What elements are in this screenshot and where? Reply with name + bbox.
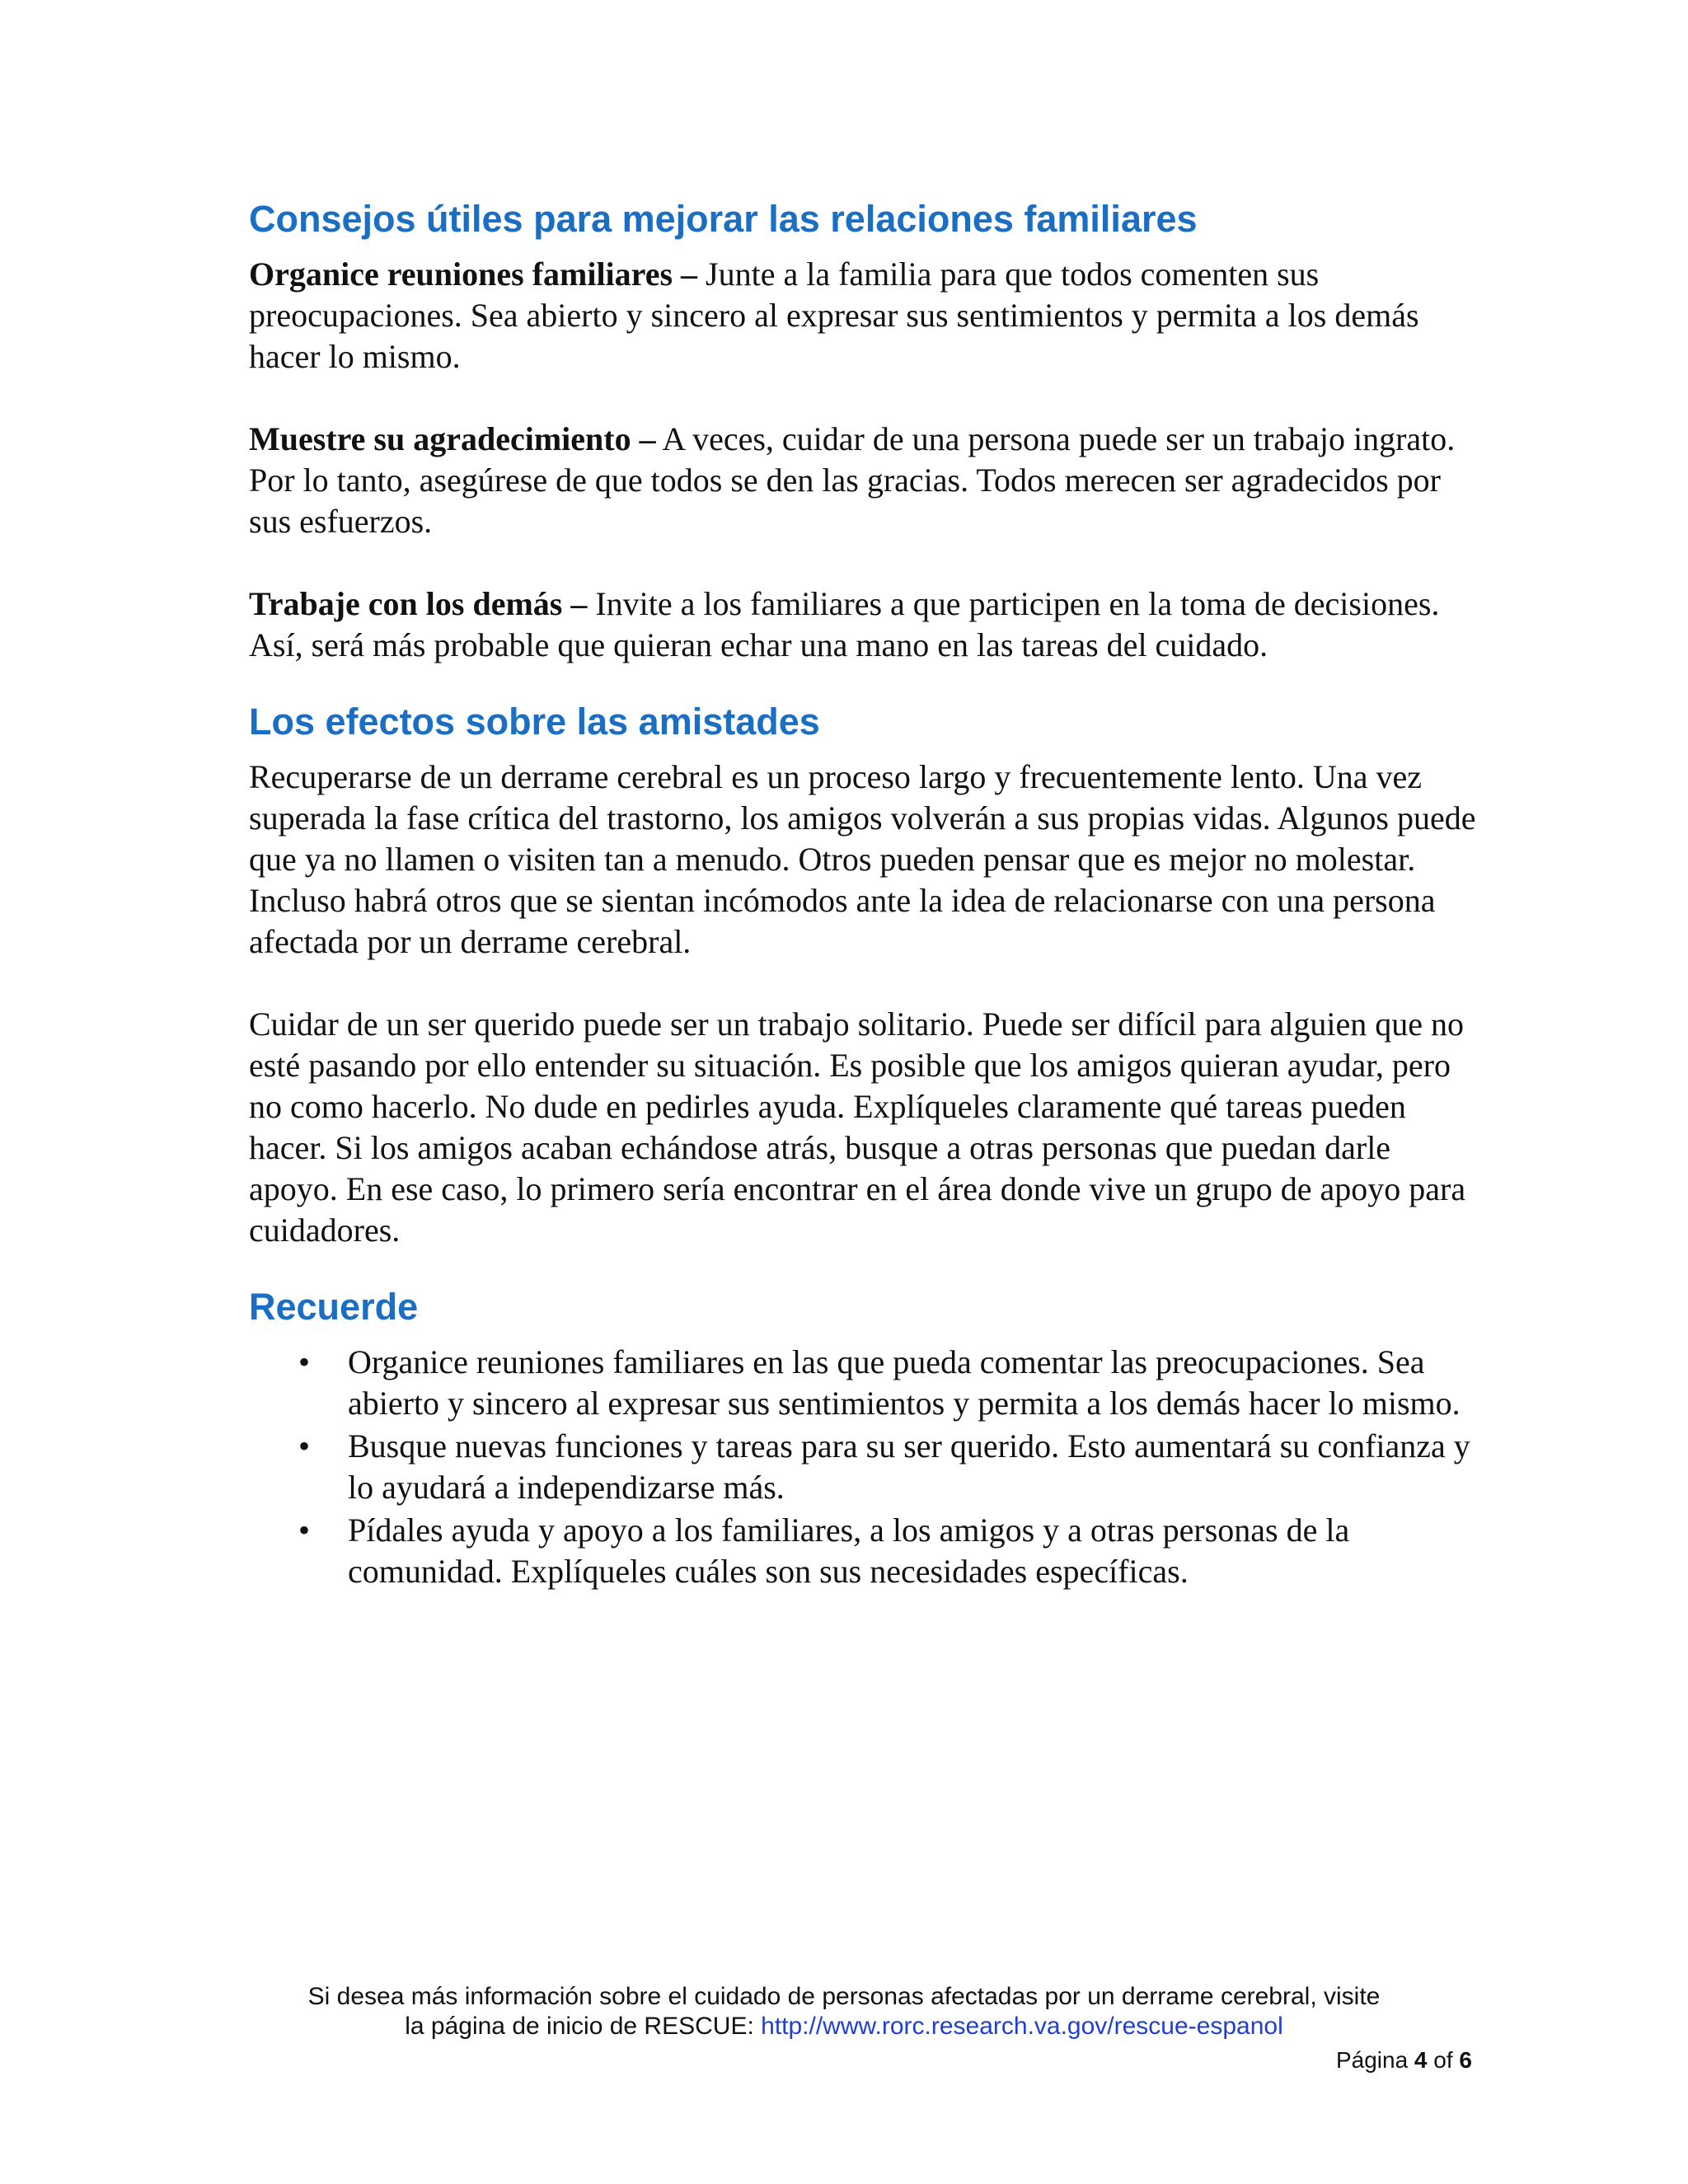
footer-line-2-text: la página de inicio de RESCUE: [405, 2013, 762, 2040]
tip-text: Junte a la familia para que todos comenten sus preocupaciones. Sea abierto y sincero al expresar sus sentimientos y permita a los demás hacer lo mismo. [249, 255, 1419, 375]
page-footer [0, 1982, 1688, 2041]
list-item-text: Pídales ayuda y apoyo a los familiares, a los amigos y a otras personas de la comunidad. Explíqueles cuáles son sus necesidades específicas. [348, 1511, 1350, 1590]
rescue-homepage-link[interactable]: http://www.rorc.research.va.gov/rescue-espanol [761, 2013, 1283, 2040]
page-total: 6 [1459, 2047, 1472, 2073]
bullet-icon: • [298, 1343, 311, 1380]
tip-lead: Trabaje con los demás – [249, 585, 588, 622]
tip-paragraph [249, 419, 1485, 542]
section-heading-family-tips: Consejos útiles para mejorar las relaciones familiares [249, 198, 1198, 240]
list-item [249, 1342, 1485, 1424]
list-item [249, 1426, 1485, 1508]
tip-paragraph [249, 254, 1485, 377]
footer-line-1: Si desea más información sobre el cuidado de personas afectadas por un derrame cerebral, visite [307, 1983, 1381, 2010]
page-of: of [1427, 2047, 1460, 2073]
bullet-icon: • [298, 1511, 311, 1549]
footer-line-2 [0, 2012, 1688, 2041]
tip-text: A veces, cuidar de una persona puede ser un trabajo ingrato. Por lo tanto, asegúrese de que todos se den las gracias. Todos merecen ser agradecidos por sus esfuerzos. [249, 420, 1456, 540]
tip-lead: Organice reuniones familiares – [249, 255, 698, 293]
bullet-icon: • [298, 1427, 311, 1465]
list-item-text: Busque nuevas funciones y tareas para su ser querido. Esto aumentará su confianza y lo ayudará a independizarse más. [348, 1427, 1470, 1506]
page-current: 4 [1414, 2047, 1428, 2073]
tip-lead: Muestre su agradecimiento – [249, 420, 656, 457]
page-number [1336, 2046, 1472, 2074]
friendships-paragraph: Recuperarse de un derrame cerebral es un proceso largo y frecuentemente lento. Una vez superada la fase crítica del trastorno, los amigos volverán a sus propias vidas. Algunos puede que ya no llamen o visiten tan a menudo. Otros pueden pensar que es mejor no molestar. Incluso habrá otros que se sientan incómodos ante la idea de relacionarse con una persona afectada por un derrame cerebral. [249, 758, 1476, 960]
tip-paragraph [249, 583, 1485, 666]
page-label: Página [1335, 2047, 1414, 2073]
section-heading-friendships: Los efectos sobre las amistades [249, 701, 820, 743]
friendships-paragraph: Cuidar de un ser querido puede ser un trabajo solitario. Puede ser difícil para alguien que no esté pasando por ello entender su situación. Es posible que los amigos quieran ayudar, pero no como hacerlo. No dude en pedirles ayuda. Explíqueles claramente qué tareas pueden hacer. Si los amigos acaban echándose atrás, busque a otras personas que puedan darle apoyo. En ese caso, lo primero sería encontrar en el área donde vive un grupo de apoyo para cuidadores. [249, 1005, 1466, 1249]
remember-list [249, 1342, 1485, 1592]
list-item-text: Organice reuniones familiares en las que pueda comentar las preocupaciones. Sea abierto y sincero al expresar sus sentimientos y permita a los demás hacer lo mismo. [348, 1343, 1461, 1422]
tip-text: Invite a los familiares a que participen en la toma de decisiones. Así, será más probable que quieran echar una mano en las tareas del cuidado. [249, 585, 1440, 663]
page-content [249, 194, 1485, 1594]
list-item [249, 1510, 1485, 1592]
section-heading-remember: Recuerde [249, 1286, 419, 1328]
